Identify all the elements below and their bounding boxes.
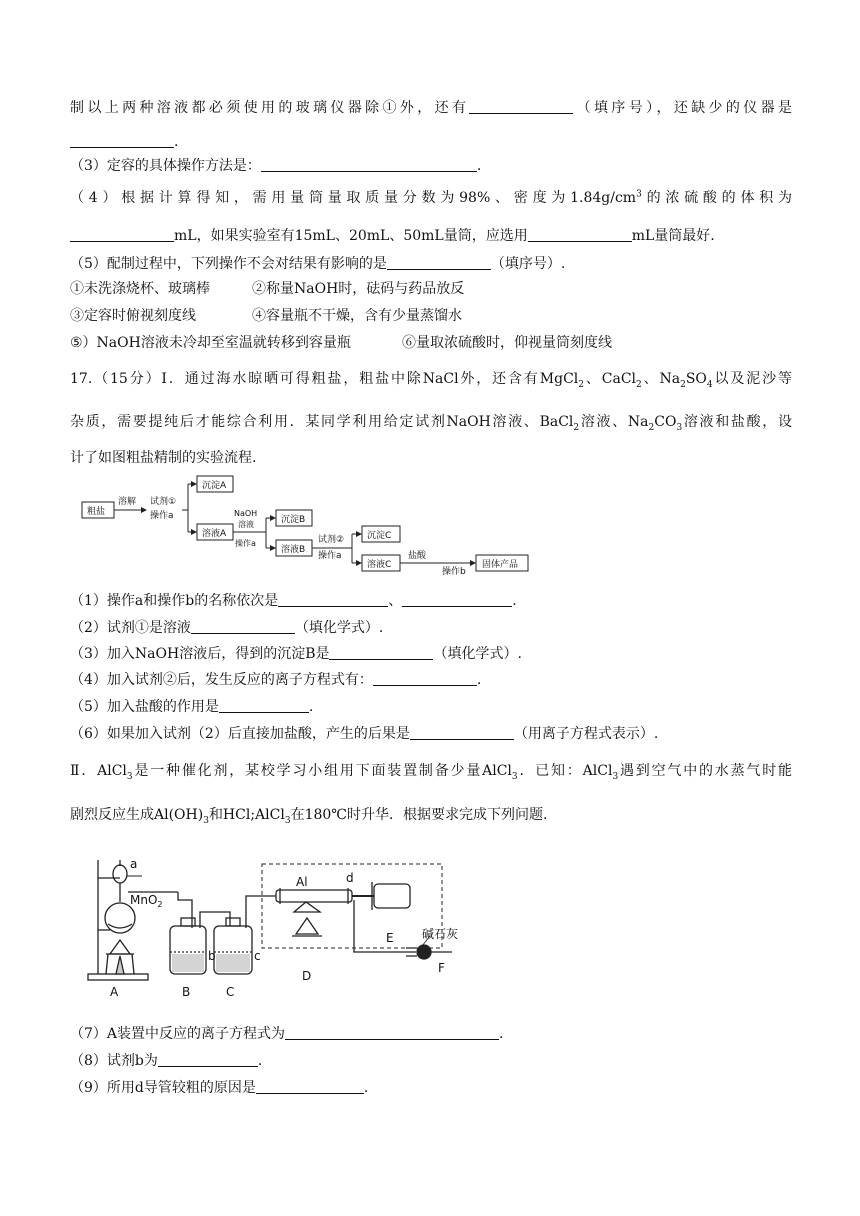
label-op-a-3: 操作a: [318, 551, 342, 561]
label-op-a-2: 操作a: [235, 539, 256, 548]
label-hcl: 盐酸: [408, 551, 427, 561]
label-reagent-1: 试剂①: [150, 497, 177, 507]
label-mno2: MnO$_2$: [130, 893, 163, 909]
option-1: ①未洗涤烧杯、玻璃棒: [70, 281, 210, 297]
question-17-line-2: 杂质，需要提纯后才能综合利用．某同学利用给定试剂NaOH溶液、BaCl$_2$溶液、$Na_2CO_3$溶液和盐酸，设: [70, 414, 792, 433]
option-6: ⑥量取浓硫酸时，仰视量筒刻度线: [402, 335, 612, 351]
sub-question-1: （1）操作a和操作b的名称依次是 、 .: [70, 593, 517, 609]
part-ii-intro-line-2: 剧烈反应生成$Al(OH)_3$和HCl;AlCl$_3$在180℃时升华．根据要求完成下列问题.: [70, 807, 548, 826]
sub-question-3: （3）加入NaOH溶液后，得到的沉淀B是 （填化学式）.: [70, 646, 522, 662]
label-solid-product: 固体产品: [482, 560, 519, 570]
question-17: 17.（15分）Ⅰ．通过海水晾晒可得粗盐，粗盐中除NaCl外，还含有MgCl$_2$、CaCl$_2$、$Na_2SO_4$以及泥沙等: [70, 371, 792, 390]
label-precipitate-c: 沉淀C: [367, 531, 392, 541]
question-4-line-2: mL，如果实验室有15mL、20mL、50mL量筒，应选用 mL量筒最好.: [70, 227, 715, 245]
sub-question-8: （8）试剂b为 .: [70, 1053, 263, 1069]
label-C: C: [226, 985, 235, 999]
sub-question-5: （5）加入盐酸的作用是 .: [70, 699, 314, 715]
label-A: A: [110, 985, 119, 999]
label-e: E: [386, 931, 394, 945]
label-naoh: NaOH: [234, 509, 258, 518]
option-5: ⑤）NaOH溶液未冷却至室温就转移到容量瓶: [70, 335, 351, 351]
collection-bottle-e: [374, 884, 410, 908]
burner-d: [296, 918, 318, 934]
sub-question-7: （7）A装置中反应的离子方程式为 .: [70, 1026, 504, 1042]
apparatus-diagram: [80, 856, 480, 1002]
label-c: c: [254, 949, 261, 963]
reaction-tube-d: [276, 890, 352, 902]
question-3: （3）定容的具体操作方法是： .: [70, 158, 482, 174]
label-F: F: [438, 961, 445, 975]
option-4: ④容量瓶不干燥，含有少量蒸馏水: [252, 308, 462, 324]
option-2: ②称量NaOH时，砝码与药品放反: [252, 281, 465, 297]
label-b: b: [208, 949, 216, 963]
text-line-1: 制以上两种溶液都必须使用的玻璃仪器除①外，还有 （填序号），还缺少的仪器是: [70, 100, 793, 116]
label-D: D: [302, 969, 312, 983]
label-op-a-1: 操作a: [150, 511, 174, 521]
label-lime: 碱石灰: [422, 927, 459, 941]
label-a: a: [130, 857, 138, 871]
label-dissolve: 溶解: [118, 497, 137, 507]
drying-tube-f: [417, 945, 431, 959]
label-precipitate-a: 沉淀A: [202, 481, 227, 491]
purification-flowchart: [80, 470, 540, 580]
label-solution-c: 溶液C: [367, 560, 392, 570]
label-naoh-solution: 溶液: [238, 520, 254, 529]
label-solution-b: 溶液B: [281, 545, 306, 555]
label-solution-a: 溶液A: [202, 529, 227, 539]
question-5: （5）配制过程中，下列操作不会对结果有影响的是 （填序号）.: [70, 256, 566, 272]
text-line-2: .: [70, 133, 178, 151]
label-op-b: 操作b: [442, 567, 466, 577]
sub-question-6: （6）如果加入试剂（2）后直接加盐酸，产生的后果是 （用离子方程式表示）.: [70, 726, 659, 742]
label-crude-salt: 粗盐: [87, 507, 106, 517]
option-3: ③定容时俯视刻度线: [70, 308, 196, 324]
label-precipitate-b: 沉淀B: [281, 515, 306, 525]
sub-question-2: （2）试剂①是溶液 （填化学式）.: [70, 620, 384, 636]
sub-question-9: （9）所用d导管较粗的原因是 .: [70, 1080, 369, 1096]
part-ii-intro: Ⅱ．AlCl$_3$是一种催化剂，某校学习小组用下面装置制备少量AlCl$_3$．已知：AlCl$_3$遇到空气中的水蒸气时能: [70, 763, 793, 782]
label-al: Al: [296, 875, 308, 889]
separatory-funnel: [113, 865, 127, 883]
label-reagent-2: 试剂②: [318, 535, 345, 545]
label-B: B: [182, 985, 191, 999]
sub-question-4: （4）加入试剂②后，发生反应的离子方程式有： .: [70, 672, 482, 688]
question-17-line-3: 计了如图粗盐精制的实验流程.: [70, 450, 257, 466]
burner-a: [110, 940, 130, 954]
label-d: d: [346, 871, 354, 885]
question-4: （4）根据计算得知，需用量筒量取质量分数为98%、密度为$1.84g/cm^3$的浓硫酸的体积为: [70, 189, 792, 206]
